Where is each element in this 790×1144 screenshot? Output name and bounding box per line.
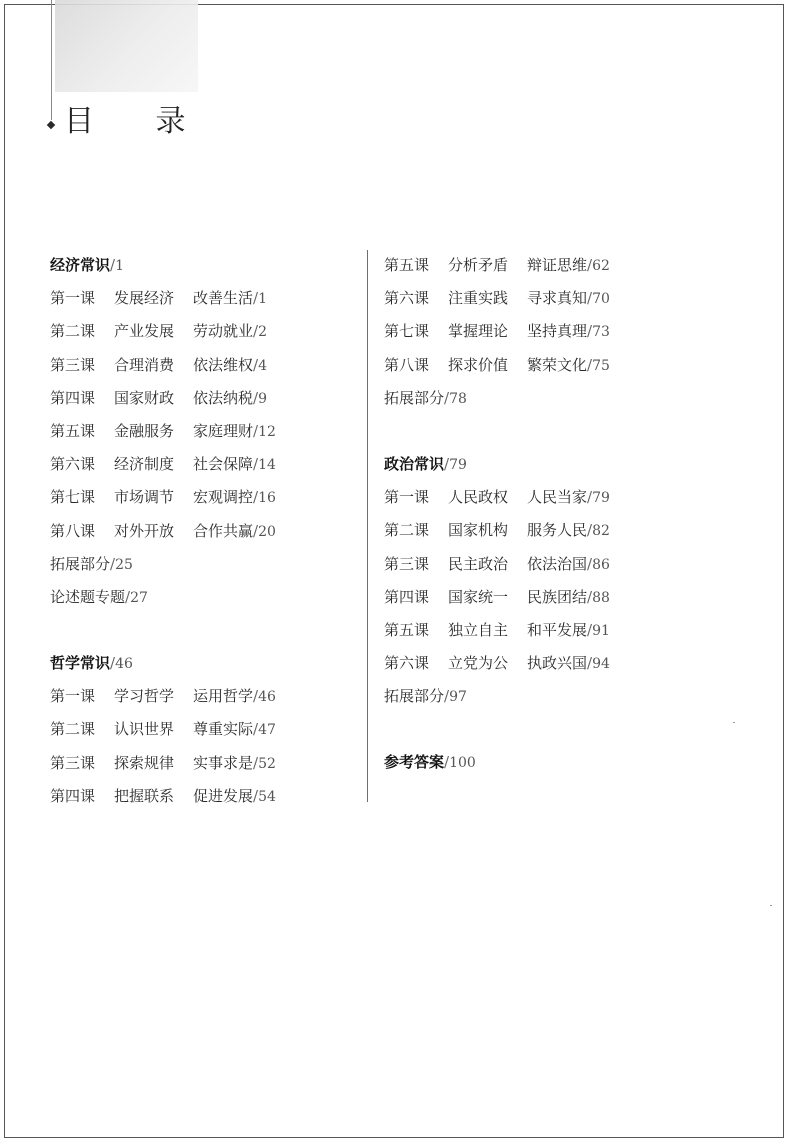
lesson-topic-2: 依法纳税: [193, 388, 254, 407]
lesson-number: 第六课: [50, 455, 96, 474]
page-number: 25: [115, 556, 133, 573]
toc-entry[interactable]: [50, 318, 350, 351]
page-separator: /: [110, 654, 116, 673]
toc-entry[interactable]: [384, 683, 684, 716]
page-number: 62: [592, 258, 610, 274]
page-number: 73: [592, 324, 610, 341]
toc-right-column: [384, 252, 684, 783]
page-separator: /: [587, 355, 593, 374]
lesson-number: 第四课: [384, 587, 430, 606]
toc-entry[interactable]: [50, 683, 350, 716]
lesson-number: 第三课: [384, 554, 430, 573]
column-divider: [367, 250, 368, 802]
lesson-topic-2: 改善生活: [193, 289, 254, 308]
lesson-number: 第七课: [50, 488, 96, 507]
section-gap: [384, 418, 684, 451]
lesson-topic-1: 对外开放: [114, 521, 175, 540]
page-separator: /: [587, 521, 593, 540]
lesson-number: 第五课: [50, 421, 96, 440]
entry-title: 拓展部分: [384, 388, 445, 407]
lesson-topic-2: 民族团结: [527, 587, 588, 606]
toc-entry[interactable]: [50, 716, 350, 749]
page-separator: /: [444, 753, 450, 772]
lesson-number: 第二课: [50, 720, 96, 739]
lesson-topic-1: 合理消费: [114, 355, 175, 374]
lesson-number: 第八课: [50, 521, 96, 540]
section-gap: [50, 617, 350, 650]
page-separator: /: [587, 654, 593, 673]
lesson-number: 第一课: [384, 488, 430, 507]
toc-entry[interactable]: [384, 551, 684, 584]
section-title: 政治常识: [384, 454, 445, 473]
page-number: 27: [130, 589, 148, 606]
lesson-topic-1: 市场调节: [114, 488, 175, 507]
page-separator: /: [253, 687, 259, 706]
toc-entry[interactable]: [384, 517, 684, 550]
lesson-number: 第六课: [384, 289, 430, 308]
toc-entry[interactable]: [384, 318, 684, 351]
page-number: 14: [258, 457, 276, 474]
page-number: 94: [592, 656, 610, 673]
lesson-number: 第三课: [50, 355, 96, 374]
page-number: 9: [258, 390, 267, 407]
lesson-topic-2: 运用哲学: [193, 687, 254, 706]
toc-section[interactable]: [384, 451, 684, 484]
section-title: 哲学常识: [50, 654, 111, 673]
toc-entry[interactable]: [50, 484, 350, 517]
toc-section[interactable]: [384, 749, 684, 782]
lesson-topic-1: 探求价值: [448, 355, 509, 374]
toc-entry[interactable]: [50, 285, 350, 318]
page-number: 91: [592, 622, 610, 639]
lesson-number: 第四课: [50, 388, 96, 407]
page-separator: /: [587, 620, 593, 639]
page-number: 1: [258, 291, 267, 308]
lesson-topic-2: 合作共赢: [193, 521, 254, 540]
page-title: 目 录: [64, 104, 212, 139]
lesson-topic-2: 依法维权: [193, 355, 254, 374]
page-separator: /: [587, 587, 593, 606]
lesson-topic-1: 国家机构: [448, 521, 509, 540]
lesson-number: 第三课: [50, 753, 96, 772]
page-separator: /: [253, 521, 259, 540]
lesson-topic-1: 掌握理论: [448, 322, 509, 341]
lesson-number: 第四课: [50, 786, 96, 805]
lesson-topic-1: 把握联系: [114, 786, 175, 805]
lesson-topic-1: 产业发展: [114, 322, 175, 341]
page-separator: /: [110, 554, 116, 573]
page-number: 100: [449, 755, 476, 772]
lesson-number: 第一课: [50, 687, 96, 706]
page-separator: /: [253, 355, 259, 374]
toc-section[interactable]: [50, 650, 350, 683]
toc-entry[interactable]: [384, 484, 684, 517]
page-separator: /: [444, 454, 450, 473]
lesson-topic-1: 国家统一: [448, 587, 509, 606]
lesson-topic-2: 依法治国: [527, 554, 588, 573]
page-separator: /: [253, 455, 259, 474]
toc-entry[interactable]: [384, 285, 684, 318]
toc-entry[interactable]: [50, 783, 350, 816]
lesson-topic-1: 立党为公: [448, 654, 509, 673]
toc-left-column: [50, 252, 350, 816]
lesson-topic-2: 人民当家: [527, 488, 588, 507]
toc-entry[interactable]: [50, 451, 350, 484]
page-number: 82: [592, 523, 610, 540]
toc-entry[interactable]: [50, 584, 350, 617]
page-separator: /: [587, 488, 593, 507]
lesson-topic-1: 认识世界: [114, 720, 175, 739]
page-number: 54: [258, 788, 276, 805]
lesson-topic-2: 服务人民: [527, 521, 588, 540]
toc-entry[interactable]: [50, 418, 350, 451]
toc-entry[interactable]: [384, 385, 684, 418]
page-number: 75: [592, 357, 610, 374]
page-number: 4: [258, 357, 267, 374]
lesson-topic-2: 尊重实际: [193, 720, 254, 739]
page-separator: /: [587, 289, 593, 308]
page-separator: /: [253, 720, 259, 739]
lesson-topic-2: 寻求真知: [527, 289, 588, 308]
page-number: 97: [449, 689, 467, 706]
page-separator: /: [253, 322, 259, 341]
page-number: 1: [115, 258, 124, 274]
toc-entry[interactable]: [384, 352, 684, 385]
lesson-topic-1: 分析矛盾: [448, 256, 509, 274]
page-number: 70: [592, 291, 610, 308]
lesson-number: 第一课: [50, 289, 96, 308]
page-number: 47: [258, 722, 276, 739]
lesson-number: 第五课: [384, 256, 430, 274]
entry-title: 拓展部分: [50, 554, 111, 573]
lesson-number: 第二课: [384, 521, 430, 540]
section-gap: [384, 716, 684, 749]
lesson-topic-1: 注重实践: [448, 289, 509, 308]
page-separator: /: [253, 753, 259, 772]
lesson-topic-1: 探索规律: [114, 753, 175, 772]
lesson-number: 第五课: [384, 620, 430, 639]
page-number: 16: [258, 490, 276, 507]
entry-title: 论述题专题: [50, 587, 126, 606]
header-decoration: [55, 0, 198, 92]
page-separator: /: [444, 388, 450, 407]
lesson-topic-1: 人民政权: [448, 488, 509, 507]
lesson-topic-1: 国家财政: [114, 388, 175, 407]
section-title: 经济常识: [50, 256, 111, 274]
page-separator: /: [253, 289, 259, 308]
lesson-number: 第八课: [384, 355, 430, 374]
toc-entry[interactable]: [50, 551, 350, 584]
page-number: 2: [258, 324, 267, 341]
toc-entry[interactable]: [50, 352, 350, 385]
lesson-topic-1: 民主政治: [448, 554, 509, 573]
page-separator: /: [444, 687, 450, 706]
page-number: 46: [115, 656, 133, 673]
toc-entry[interactable]: [50, 518, 350, 551]
lesson-topic-2: 执政兴国: [527, 654, 588, 673]
page-number: 46: [258, 689, 276, 706]
toc-entry[interactable]: [384, 252, 684, 285]
page-separator: /: [253, 786, 259, 805]
page-number: 88: [592, 589, 610, 606]
section-title: 参考答案: [384, 753, 445, 772]
lesson-topic-1: 金融服务: [114, 421, 175, 440]
toc-entry[interactable]: [50, 385, 350, 418]
lesson-topic-2: 社会保障: [193, 455, 254, 474]
page-number: 79: [449, 456, 467, 473]
scan-speck: [733, 722, 735, 723]
lesson-topic-2: 坚持真理: [527, 322, 588, 341]
page-number: 52: [258, 755, 276, 772]
page-number: 20: [258, 523, 276, 540]
page-separator: /: [587, 554, 593, 573]
lesson-topic-2: 家庭理财: [193, 421, 254, 440]
toc-entry[interactable]: [384, 617, 684, 650]
lesson-topic-2: 促进发展: [193, 786, 254, 805]
page-number: 78: [449, 390, 467, 407]
lesson-topic-1: 发展经济: [114, 289, 175, 308]
page-separator: /: [253, 388, 259, 407]
lesson-topic-1: 经济制度: [114, 455, 175, 474]
lesson-topic-2: 实事求是: [193, 753, 254, 772]
lesson-topic-1: 独立自主: [448, 620, 509, 639]
lesson-topic-2: 劳动就业: [193, 322, 254, 341]
page-separator: /: [125, 587, 131, 606]
lesson-topic-2: 辩证思维: [527, 256, 588, 274]
header-rule: [51, 0, 52, 120]
lesson-number: 第六课: [384, 654, 430, 673]
page-separator: /: [587, 256, 593, 274]
page-separator: /: [587, 322, 593, 341]
page-number: 79: [592, 490, 610, 507]
lesson-topic-1: 学习哲学: [114, 687, 175, 706]
lesson-number: 第二课: [50, 322, 96, 341]
scan-speck: [770, 905, 772, 906]
lesson-topic-2: 和平发展: [527, 620, 588, 639]
lesson-number: 第七课: [384, 322, 430, 341]
lesson-topic-2: 宏观调控: [193, 488, 254, 507]
page-separator: /: [253, 488, 259, 507]
toc-entry[interactable]: [384, 584, 684, 617]
entry-title: 拓展部分: [384, 687, 445, 706]
page-number: 12: [258, 423, 276, 440]
page-separator: /: [253, 421, 259, 440]
toc-entry[interactable]: [50, 750, 350, 783]
lesson-topic-2: 繁荣文化: [527, 355, 588, 374]
toc-entry[interactable]: [384, 650, 684, 683]
page-number: 86: [592, 556, 610, 573]
page-separator: /: [110, 256, 116, 274]
toc-section[interactable]: [50, 252, 350, 285]
